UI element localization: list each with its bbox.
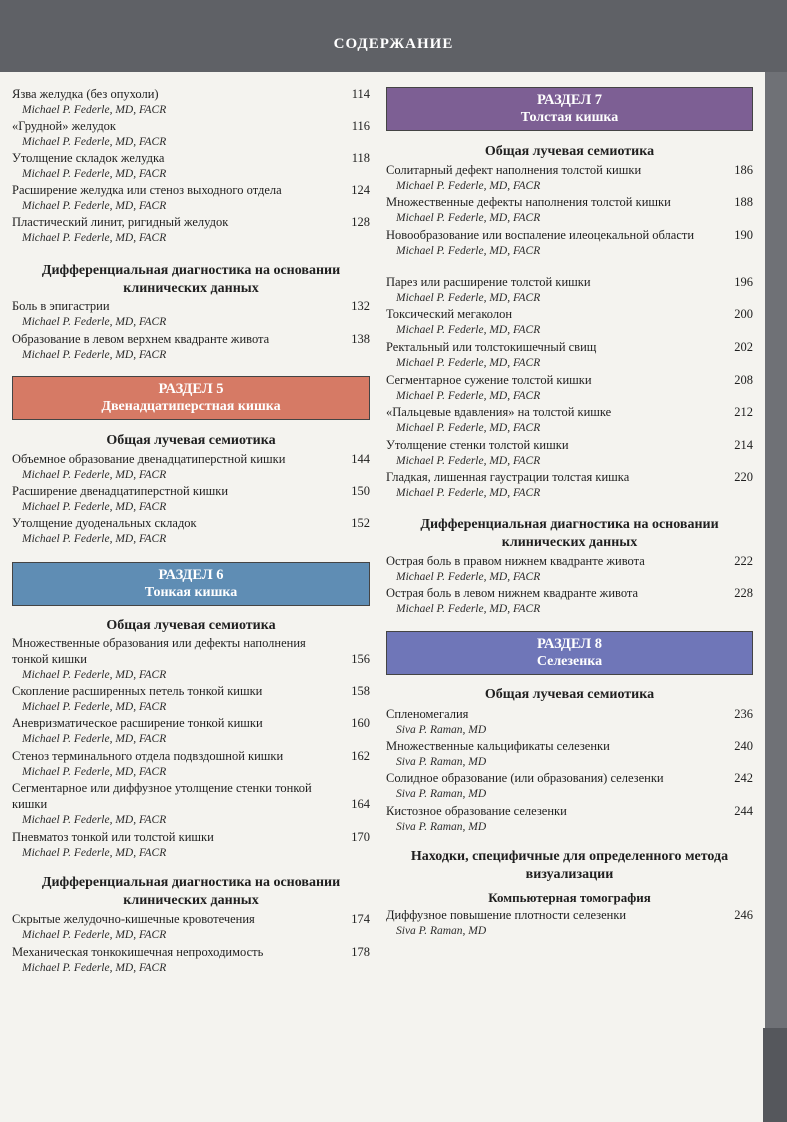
entry-author: Michael P. Federle, MD, FACR <box>396 245 541 257</box>
edge-tab <box>763 1028 787 1122</box>
toc-entry[interactable] <box>12 214 370 246</box>
entry-page: 200 <box>734 307 753 321</box>
entry-title: «Грудной» желудок <box>12 119 117 133</box>
toc-entry[interactable] <box>386 404 753 436</box>
section-heading: Дифференциальная диагностика на основании клинических данных <box>41 875 341 908</box>
toc-entry[interactable] <box>12 780 370 828</box>
entry-title: Боль в эпигастрии <box>12 299 110 313</box>
entry-author: Michael P. Federle, MD, FACR <box>22 814 167 826</box>
entry-page: 114 <box>351 87 370 101</box>
section-banner-6[interactable] <box>12 562 370 606</box>
entry-author: Michael P. Federle, MD, FACR <box>22 929 167 941</box>
entry-title: Парез или расширение толстой кишки <box>386 275 591 289</box>
section-name: Селезенка <box>536 654 603 669</box>
entry-title: Спленомегалия <box>386 707 469 721</box>
section-heading: Находки, специфичные для определенного метода визуализации <box>410 849 729 882</box>
entry-author: Michael P. Federle, MD, FACR <box>396 324 541 336</box>
entry-title: Стеноз терминального отдела подвздошной кишки <box>12 749 284 763</box>
entry-author: Michael P. Federle, MD, FACR <box>22 701 167 713</box>
entry-page: 174 <box>351 912 370 926</box>
entry-author: Michael P. Federle, MD, FACR <box>396 390 541 402</box>
toc-entry[interactable] <box>12 715 370 747</box>
entry-author: Michael P. Federle, MD, FACR <box>22 501 167 513</box>
page-title: СОДЕРЖАНИЕ <box>333 36 454 52</box>
toc-entry[interactable] <box>12 182 370 214</box>
toc-entry[interactable] <box>12 298 370 330</box>
toc-entry[interactable] <box>12 683 370 715</box>
toc-entry[interactable] <box>386 339 753 371</box>
entry-page: 158 <box>351 684 370 698</box>
toc-entry[interactable] <box>12 150 370 182</box>
entry-author: Siva P. Raman, MD <box>396 724 487 736</box>
section-label: РАЗДЕЛ 5 <box>158 381 224 397</box>
entry-page: 188 <box>734 195 753 209</box>
entry-title: Множественные дефекты наполнения толстой кишки <box>386 195 671 209</box>
entry-page: 178 <box>351 945 370 959</box>
entry-author: Michael P. Federle, MD, FACR <box>396 180 541 192</box>
toc-entry[interactable] <box>386 803 753 835</box>
entry-title: Новообразование или воспаление илеоцекальной области <box>386 228 695 242</box>
toc-entry[interactable] <box>386 437 753 469</box>
section-heading: Дифференциальная диагностика на основании клинических данных <box>41 263 341 296</box>
entry-page: 124 <box>351 183 370 197</box>
entry-page: 186 <box>734 163 753 177</box>
entry-page: 242 <box>734 771 753 785</box>
toc-entry[interactable] <box>12 331 370 363</box>
toc-entry[interactable] <box>386 585 753 617</box>
entry-page: 138 <box>351 332 370 346</box>
section-name: Тонкая кишка <box>144 585 238 600</box>
toc-entry[interactable] <box>12 515 370 547</box>
entry-title: Острая боль в правом нижнем квадранте живота <box>386 554 645 568</box>
entry-author: Michael P. Federle, MD, FACR <box>396 603 541 615</box>
entry-author: Michael P. Federle, MD, FACR <box>22 669 167 681</box>
toc-entry[interactable] <box>386 372 753 404</box>
entry-title: Гладкая, лишенная гаустрации толстая кишка <box>386 470 630 484</box>
section-label: РАЗДЕЛ 6 <box>158 567 224 583</box>
toc-entry[interactable] <box>386 227 753 259</box>
toc-entry[interactable] <box>12 86 370 118</box>
toc-entry[interactable] <box>386 706 753 738</box>
entry-page: 170 <box>351 830 370 844</box>
entry-title: Множественные образования или дефекты наполнения тонкой кишки <box>12 636 306 666</box>
section-heading: Дифференциальная диагностика на основании клинических данных <box>420 517 719 550</box>
entry-title: Солидное образование (или образования) селезенки <box>386 771 664 785</box>
section-heading: Общая лучевая семиотика <box>484 687 655 702</box>
entry-author: Michael P. Federle, MD, FACR <box>22 766 167 778</box>
section-name: Двенадцатиперстная кишка <box>101 399 281 414</box>
section-banner-7[interactable] <box>386 87 753 131</box>
toc-entry[interactable] <box>12 944 370 976</box>
entry-page: 156 <box>351 652 370 666</box>
entry-author: Michael P. Federle, MD, FACR <box>396 571 541 583</box>
entry-page: 214 <box>734 438 753 452</box>
entry-title: Язва желудка (без опухоли) <box>12 87 159 101</box>
entry-page: 246 <box>734 908 753 922</box>
entry-title: Кистозное образование селезенки <box>386 804 567 818</box>
entry-title: Скопление расширенных петель тонкой кишки <box>12 684 263 698</box>
entry-author: Michael P. Federle, MD, FACR <box>22 316 167 328</box>
entry-author: Michael P. Federle, MD, FACR <box>22 469 167 481</box>
entry-page: 132 <box>351 299 370 313</box>
entry-author: Siva P. Raman, MD <box>396 821 487 833</box>
section-heading: Общая лучевая семиотика <box>106 618 276 633</box>
entry-author: Michael P. Federle, MD, FACR <box>22 349 167 361</box>
section-heading: Общая лучевая семиотика <box>484 144 655 159</box>
entry-page: 222 <box>734 554 753 568</box>
edge-strip <box>765 72 787 1122</box>
entry-author: Michael P. Federle, MD, FACR <box>396 487 541 499</box>
section-banner-8[interactable] <box>386 631 753 675</box>
entry-title: «Пальцевые вдавления» на толстой кишке <box>386 405 612 419</box>
entry-title: Скрытые желудочно-кишечные кровотечения <box>12 912 255 926</box>
entry-author: Michael P. Federle, MD, FACR <box>396 422 541 434</box>
entry-title: Объемное образование двенадцатиперстной кишки <box>12 452 286 466</box>
toc-entry[interactable] <box>12 483 370 515</box>
toc-entry[interactable] <box>12 911 370 943</box>
entry-author: Michael P. Federle, MD, FACR <box>22 962 167 974</box>
entry-title: Множественные кальцификаты селезенки <box>386 739 610 753</box>
entry-title: Токсический мегаколон <box>386 307 513 321</box>
entry-page: 152 <box>351 516 370 530</box>
toc-entry[interactable] <box>12 118 370 150</box>
toc-entry[interactable] <box>386 194 753 226</box>
entry-page: 236 <box>734 707 753 721</box>
entry-title: Пневматоз тонкой или толстой кишки <box>12 830 214 844</box>
entry-author: Michael P. Federle, MD, FACR <box>396 357 541 369</box>
subsection-heading: Компьютерная томография <box>488 890 651 905</box>
entry-page: 128 <box>351 215 370 229</box>
entry-page: 164 <box>351 797 370 811</box>
entry-title: Расширение желудка или стеноз выходного отдела <box>12 183 282 197</box>
toc-entry[interactable] <box>12 748 370 780</box>
entry-author: Michael P. Federle, MD, FACR <box>396 212 541 224</box>
entry-page: 212 <box>734 405 753 419</box>
entry-page: 144 <box>351 452 370 466</box>
entry-title: Утолщение складок желудка <box>12 151 165 165</box>
entry-page: 118 <box>351 151 370 165</box>
entry-author: Michael P. Federle, MD, FACR <box>22 847 167 859</box>
entry-page: 162 <box>351 749 370 763</box>
entry-title: Механическая тонкокишечная непроходимость <box>12 945 264 959</box>
toc-entry[interactable] <box>12 451 370 483</box>
entry-page: 150 <box>351 484 370 498</box>
entry-author: Michael P. Federle, MD, FACR <box>22 104 167 116</box>
entry-page: 196 <box>734 275 753 289</box>
toc-entry[interactable] <box>386 738 753 770</box>
section-name: Толстая кишка <box>520 110 619 125</box>
entry-title: Ректальный или толстокишечный свищ <box>386 340 597 354</box>
entry-author: Michael P. Federle, MD, FACR <box>396 455 541 467</box>
section-label: РАЗДЕЛ 7 <box>536 92 603 108</box>
section-label: РАЗДЕЛ 8 <box>536 636 603 652</box>
entry-title: Аневризматическое расширение тонкой кишки <box>12 716 263 730</box>
entry-title: Диффузное повышение плотности селезенки <box>386 908 627 922</box>
entry-author: Michael P. Federle, MD, FACR <box>22 200 167 212</box>
entry-page: 116 <box>351 119 370 133</box>
entry-title: Утолщение стенки толстой кишки <box>386 438 569 452</box>
entry-author: Michael P. Federle, MD, FACR <box>22 136 167 148</box>
toc-entry[interactable] <box>386 162 753 194</box>
entry-title: Утолщение дуоденальных складок <box>12 516 197 530</box>
entry-page: 202 <box>734 340 753 354</box>
entry-title: Образование в левом верхнем квадранте живота <box>12 332 270 346</box>
entry-author: Michael P. Federle, MD, FACR <box>22 232 167 244</box>
toc-entry[interactable] <box>386 274 753 306</box>
entry-page: 220 <box>734 470 753 484</box>
toc-entry[interactable] <box>386 306 753 338</box>
entry-author: Siva P. Raman, MD <box>396 788 487 800</box>
entry-author: Siva P. Raman, MD <box>396 925 487 937</box>
entry-page: 228 <box>734 586 753 600</box>
toc-entry[interactable] <box>386 907 753 939</box>
entry-page: 244 <box>734 804 753 818</box>
entry-page: 160 <box>351 716 370 730</box>
entry-author: Michael P. Federle, MD, FACR <box>22 533 167 545</box>
entry-title: Пластический линит, ригидный желудок <box>12 215 229 229</box>
entry-title: Расширение двенадцатиперстной кишки <box>12 484 229 498</box>
entry-author: Siva P. Raman, MD <box>396 756 487 768</box>
entry-author: Michael P. Federle, MD, FACR <box>22 168 167 180</box>
section-banner-5[interactable] <box>12 376 370 420</box>
entry-title: Сегментарное сужение толстой кишки <box>386 373 592 387</box>
section-heading: Общая лучевая семиотика <box>106 433 276 448</box>
toc-entry[interactable] <box>386 553 753 585</box>
entry-page: 240 <box>734 739 753 753</box>
toc-entry[interactable] <box>12 829 370 861</box>
toc-entry[interactable] <box>386 469 753 501</box>
toc-entry[interactable] <box>12 635 370 683</box>
toc-entry[interactable] <box>386 770 753 802</box>
entry-page: 190 <box>734 228 753 242</box>
entry-page: 208 <box>734 373 753 387</box>
entry-title: Острая боль в левом нижнем квадранте живота <box>386 586 639 600</box>
entry-author: Michael P. Federle, MD, FACR <box>396 292 541 304</box>
page-header <box>0 0 787 72</box>
entry-title: Солитарный дефект наполнения толстой кишки <box>386 163 642 177</box>
entry-title: Сегментарное или диффузное утолщение стенки тонкой кишки <box>12 781 312 811</box>
entry-author: Michael P. Federle, MD, FACR <box>22 733 167 745</box>
